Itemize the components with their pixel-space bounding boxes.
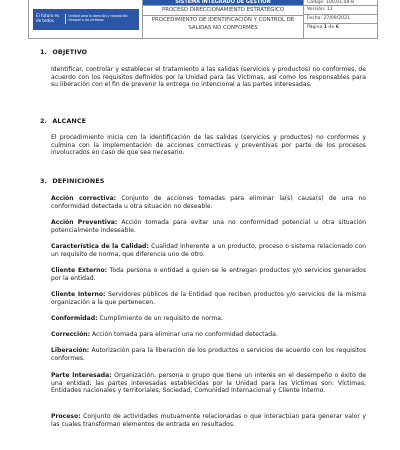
page-total: 6 bbox=[335, 25, 339, 30]
definition-item bbox=[51, 195, 366, 210]
definition-item bbox=[51, 347, 366, 362]
header-title-cell bbox=[143, 0, 304, 38]
definition-item bbox=[51, 331, 366, 339]
definition-text: Organización, persona o grupo que tiene un interés en el desempeño o éxito de una entidad; las partes interesadas establecidas por la Unidad para las Víctimas son: Víctimas, Entidades nacionales y territoriales, Sociedad, Comunidad Internacional y Cliente Interno. bbox=[51, 372, 367, 395]
section-heading-alcance bbox=[40, 117, 86, 125]
definition-item bbox=[51, 267, 366, 282]
definition-text: Toda persona o entidad a quien se le entregan productos y/o servicios generados por la entidad. bbox=[51, 267, 366, 282]
page-indicator bbox=[304, 24, 377, 32]
definition-item bbox=[51, 291, 366, 306]
definition-term: Acción correctiva: bbox=[51, 195, 117, 202]
section-title: DEFINICIONES bbox=[52, 177, 105, 185]
document-code: Código: 100,01,08-8 bbox=[304, 0, 377, 6]
definition-term: Corrección: bbox=[51, 331, 91, 338]
section-number: 3. bbox=[40, 177, 48, 185]
definition-text: Autorización para la liberación de los productos o servicios de acuerdo con los requisitos conformes. bbox=[51, 347, 366, 362]
definition-item bbox=[51, 372, 366, 395]
definition-item bbox=[51, 315, 366, 323]
document-version: Versión: 11 bbox=[304, 6, 377, 15]
section-heading-objetivo bbox=[40, 48, 87, 56]
page-of: de bbox=[326, 25, 336, 30]
document-header bbox=[28, 0, 378, 39]
definition-text: Acción tomada para evitar una no conformidad potencial u otra situación potencialmente indeseable. bbox=[51, 219, 366, 234]
logo-entity-name: Unidad para la atención y reparación integral a las víctimas bbox=[68, 14, 128, 22]
definition-text: Cualidad inherente a un producto, proceso o sistema relacionado con un requisito de norma, que diferencia uno de otro. bbox=[51, 243, 367, 258]
section-number: 1. bbox=[40, 48, 48, 56]
document-date: Fecha: 27/09/2021 bbox=[304, 15, 377, 24]
alcance-text: El procedimiento inicia con la identificación de las salidas (servicios y productos) no conformes y culmina con la implementación de acciones correctivas y preventivas por parte de los procesos involucrados en caso de que sea necesario. bbox=[51, 134, 366, 157]
definition-term: Parte Interesada: bbox=[51, 372, 112, 379]
definition-term: Cliente Externo: bbox=[51, 267, 108, 274]
definition-text: Servidores públicos de la Entidad que reciben productos y/o servicios de la misma organización a la que pertenecen. bbox=[51, 291, 366, 306]
page-prefix: Página bbox=[307, 25, 324, 30]
definition-text: Cumplimiento de un requisito de norma. bbox=[97, 315, 223, 322]
procedure-name: PROCEDIMIENTO DE IDENTIFICACIÓN Y CONTROL DE SALIDAS NO CONFORMES bbox=[151, 17, 295, 31]
section-title: ALCANCE bbox=[52, 117, 87, 125]
definition-term: Acción Preventiva: bbox=[51, 219, 118, 226]
definition-term: Proceso: bbox=[51, 413, 81, 420]
section-number: 2. bbox=[40, 117, 48, 125]
definition-term: Característica de la Calidad: bbox=[51, 243, 149, 250]
definition-term: Liberación: bbox=[51, 347, 90, 354]
logo-tagline: El futuro es de todos bbox=[36, 14, 66, 23]
logo-cell bbox=[29, 0, 143, 38]
definition-text: Conjunto de actividades mutuamente relacionadas o que interactúan para generar valor y las cuales transforman elementos de entrada en resultados. bbox=[51, 413, 366, 428]
objetivo-text: Identificar, controlar y establecer el tratamiento a las salidas (servicios y productos) no conformes, de acuerdo con los requisitos definidos por la Unidad para las Víctimas, así como los responsables para su liberación con el fin de prevenir la entrega no intencional a las partes interesadas. bbox=[51, 66, 366, 89]
section-title: OBJETIVO bbox=[52, 48, 88, 56]
definition-item bbox=[51, 219, 366, 234]
definition-item bbox=[51, 413, 366, 428]
process-name: PROCESO DIRECCIONAMIENTO ESTRATÉGICO bbox=[143, 5, 303, 16]
system-title: SISTEMA INTEGRADO DE GESTIÓN bbox=[143, 0, 303, 5]
page-number: 1 bbox=[323, 25, 327, 30]
definition-term: Cliente Interno: bbox=[51, 291, 106, 298]
definition-term: Conformidad: bbox=[51, 315, 98, 322]
header-meta-cell bbox=[304, 0, 377, 38]
logo bbox=[33, 9, 139, 30]
definition-item bbox=[51, 243, 366, 258]
definition-text: Acción tomada para eliminar una no conformidad detectada. bbox=[90, 331, 278, 338]
definition-text: Conjunto de acciones tomadas para eliminar la(s) causa(s) de una no conformidad detectada u otra situación no deseable. bbox=[51, 195, 366, 210]
section-heading-definiciones bbox=[40, 177, 105, 185]
